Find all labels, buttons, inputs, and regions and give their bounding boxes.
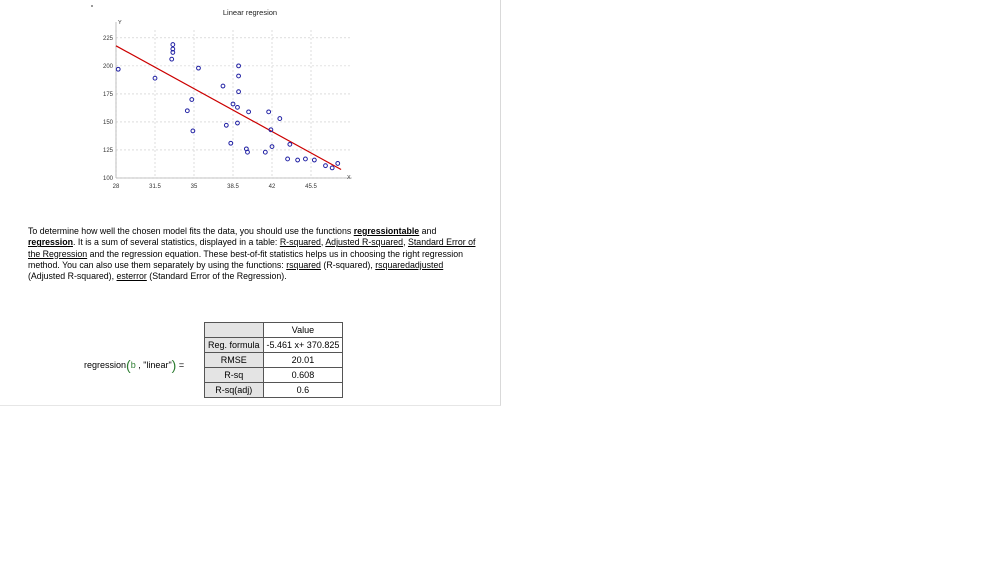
row-value: 0.608 bbox=[263, 368, 343, 383]
x-tick-label: 35 bbox=[190, 184, 198, 190]
x-axis-label: X bbox=[347, 175, 351, 181]
data-point bbox=[197, 66, 201, 70]
data-point bbox=[263, 150, 267, 154]
regressiontable-link[interactable]: regressiontable bbox=[353, 226, 420, 236]
y-tick-label: 100 bbox=[102, 176, 113, 182]
regression-expression[interactable] bbox=[84, 357, 184, 373]
row-label: Reg. formula bbox=[205, 338, 264, 353]
esterror-link[interactable]: esterror bbox=[116, 271, 147, 282]
data-point bbox=[185, 109, 189, 113]
data-point bbox=[237, 90, 241, 94]
table-header-row bbox=[205, 323, 343, 338]
regression-line bbox=[116, 46, 341, 170]
row-value: -5.461 x+ 370.825 bbox=[263, 338, 343, 353]
expr-function: regression bbox=[84, 360, 127, 370]
y-axis-label: Y bbox=[118, 20, 122, 26]
scatter-chart bbox=[0, 0, 500, 200]
y-tick-label: 225 bbox=[102, 35, 113, 42]
y-tick-label: 175 bbox=[102, 91, 113, 98]
rsquared-link[interactable]: rsquared bbox=[286, 259, 321, 270]
header-corner-cell bbox=[205, 323, 264, 338]
data-point bbox=[171, 43, 175, 47]
y-tick-label: 125 bbox=[102, 147, 113, 154]
data-point bbox=[336, 162, 340, 166]
document-panel bbox=[0, 0, 501, 406]
para-text-2: and bbox=[421, 226, 437, 236]
para-text-5: , bbox=[403, 237, 406, 248]
y-tick-label: 200 bbox=[102, 63, 113, 70]
y-tick-label: 150 bbox=[102, 119, 113, 126]
para-text-9: (Standard Error of the Regression). bbox=[149, 271, 287, 282]
description-paragraph bbox=[28, 226, 478, 282]
expr-argument: "linear" bbox=[143, 360, 172, 370]
para-text-8: (Adjusted R-squared), bbox=[28, 271, 115, 282]
data-point bbox=[278, 117, 282, 121]
regression-table bbox=[204, 322, 343, 398]
regression-link[interactable]: regression bbox=[28, 237, 73, 248]
header-value-cell: Value bbox=[263, 323, 343, 338]
expr-open-paren: ( bbox=[126, 357, 131, 373]
expr-equals: = bbox=[176, 360, 185, 370]
table-row bbox=[205, 338, 343, 353]
data-point bbox=[224, 123, 228, 127]
expr-separator: , bbox=[135, 360, 144, 370]
para-text-1: To determine how well the chosen model fits the data, you should use the functions bbox=[28, 226, 352, 236]
data-point bbox=[267, 110, 271, 114]
table-row bbox=[205, 368, 343, 383]
data-point bbox=[286, 157, 290, 161]
data-point bbox=[288, 142, 292, 146]
x-tick-label: 45.5 bbox=[305, 184, 317, 190]
chart-title: Linear regresion bbox=[222, 8, 278, 17]
x-tick-label: 38.5 bbox=[227, 184, 239, 190]
r-squared-link[interactable]: R-squared bbox=[279, 237, 321, 248]
data-point bbox=[236, 105, 240, 109]
standard-error-link[interactable]: Standard Error of the Regression bbox=[28, 237, 476, 259]
data-point bbox=[247, 110, 251, 114]
data-point bbox=[296, 158, 300, 162]
para-text-6: and the regression equation. These best-of-fit statistics helps us in choosing the right regression method. You can also use them separately by using the functions: bbox=[28, 248, 464, 270]
data-point bbox=[330, 166, 334, 170]
x-tick-label: 42 bbox=[268, 184, 276, 190]
table-row bbox=[205, 383, 343, 398]
table-row bbox=[205, 353, 343, 368]
para-text-7: (R-squared), bbox=[323, 259, 373, 270]
para-text-3: . It is a sum of several statistics, displayed in a table: bbox=[72, 237, 278, 248]
para-text-4: , bbox=[320, 237, 324, 248]
data-point bbox=[229, 141, 233, 145]
expr-close-paren: ) bbox=[171, 357, 177, 373]
row-label: R-sq(adj) bbox=[205, 383, 264, 398]
expr-variable: b bbox=[130, 360, 136, 370]
data-point bbox=[116, 67, 120, 71]
data-point bbox=[237, 74, 241, 78]
rsquaredadjusted-link[interactable]: rsquaredadjusted bbox=[375, 259, 444, 270]
data-point bbox=[304, 157, 308, 161]
row-value: 0.6 bbox=[263, 383, 343, 398]
row-value: 20.01 bbox=[263, 353, 343, 368]
data-point bbox=[190, 98, 194, 102]
x-tick-label: 31.5 bbox=[149, 184, 161, 190]
adjusted-r-squared-link[interactable]: Adjusted R-squared bbox=[325, 237, 404, 248]
data-point bbox=[312, 158, 316, 162]
data-point bbox=[170, 57, 174, 61]
x-tick-label: 28 bbox=[112, 184, 120, 190]
data-point bbox=[324, 164, 328, 168]
data-point bbox=[221, 84, 225, 88]
row-label: R-sq bbox=[205, 368, 264, 383]
row-label: RMSE bbox=[205, 353, 264, 368]
